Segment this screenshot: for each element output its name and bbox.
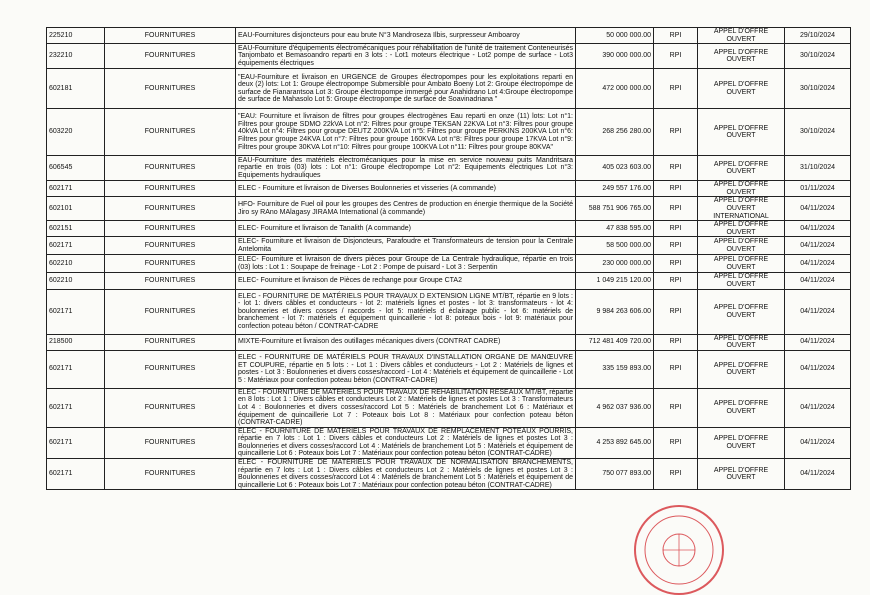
row-mode: RPI — [654, 221, 698, 237]
row-description: ELEC - FOURNITURE DE MATÉRIELS POUR TRAVAUX DE RÉHABILITATION RÉSEAUX MT/BT, répartie en 8 lots : Lot 1 : Divers câbles et conducteurs Lot 2 : Matériels de lignes et postes Lot 3 : Transformateurs Lot 4 : Boulonneries et divers cosses/raccord Lot 5 : Matériels de branchement Lot 6 : Matériaux et équipement de quincaillerie Lot 7 : Poteaux bois Lot 8 : Matériaux pour confection poteau béton (CONTRAT-CADRE) — [236, 388, 576, 427]
row-description: ELEC - FOURNITURE DE MATÉRIELS POUR TRAVAUX DE REMPLACEMENT POTEAUX POURRIS, répartie en 7 lots : Lot 1 : Divers câbles et conducteurs Lot 2 : Matériels de lignes et postes Lot 3 : Boulonneries et divers cosses/raccord Lot 4 : Matériels de branchement Lot 5 : Matériels et équipement de quincaillerie Lot 6 : Poteaux bois Lot 7 : Matériaux pour confection poteau béton (CONTRAT-CADRE) — [236, 427, 576, 458]
table-row — [47, 255, 851, 273]
row-amount: 712 481 409 720.00 — [576, 334, 654, 350]
procurement-table — [46, 27, 851, 490]
row-date: 04/11/2024 — [785, 334, 851, 350]
row-description: EAU-Fournitures disjoncteurs pour eau brute N°3 Mandroseza Ilbis, surpresseur Amboaroy — [236, 28, 576, 44]
row-mode: RPI — [654, 197, 698, 221]
row-mode: RPI — [654, 255, 698, 273]
row-amount: 58 500 000.00 — [576, 237, 654, 255]
row-date: 04/11/2024 — [785, 197, 851, 221]
row-date: 30/10/2024 — [785, 109, 851, 156]
row-date: 04/11/2024 — [785, 350, 851, 388]
row-type: APPEL D'OFFRE OUVERT — [698, 69, 785, 109]
row-mode: RPI — [654, 289, 698, 334]
row-date: 04/11/2024 — [785, 427, 851, 458]
row-type: APPEL D'OFFRE OUVERT — [698, 221, 785, 237]
row-code: 602171 — [47, 350, 105, 388]
row-category: FOURNITURES — [105, 44, 236, 69]
row-date: 04/11/2024 — [785, 459, 851, 490]
row-type: APPEL D'OFFRE OUVERT — [698, 334, 785, 350]
row-code: 602171 — [47, 388, 105, 427]
table-row — [47, 289, 851, 334]
row-mode: RPI — [654, 350, 698, 388]
row-type: APPEL D'OFFRE OUVERT — [698, 427, 785, 458]
row-date: 30/10/2024 — [785, 44, 851, 69]
row-category: FOURNITURES — [105, 459, 236, 490]
row-type: APPEL D'OFFRE OUVERT — [698, 289, 785, 334]
row-mode: RPI — [654, 28, 698, 44]
row-category: FOURNITURES — [105, 289, 236, 334]
row-type: APPEL D'OFFRE OUVERT — [698, 44, 785, 69]
row-description: ELEC - FOURNITURE DE MATÉRIELS POUR TRAVAUX D EXTENSION LIGNE MT/BT, répartie en 9 lots : - lot 1: divers câbles et conducteurs - lot 2: matériels lignes et postes - lot 3: transformateurs - lot 4: boulonneries et divers cosses / raccords - lot 5: matériels d éclairage public - lot 6: matériels de branchement - lot 7: matériels et équipement quincaillerie - lot 8: poteaux bois - lot 9: matériaux pour confection poteau béton / CONTRAT-CADRE — [236, 289, 576, 334]
row-code: 602210 — [47, 273, 105, 289]
table-row — [47, 459, 851, 490]
table-row — [47, 44, 851, 69]
table-row — [47, 334, 851, 350]
row-amount: 50 000 000.00 — [576, 28, 654, 44]
table-row — [47, 388, 851, 427]
row-code: 218500 — [47, 334, 105, 350]
table-row — [47, 350, 851, 388]
row-mode: RPI — [654, 388, 698, 427]
row-category: FOURNITURES — [105, 221, 236, 237]
row-code: 225210 — [47, 28, 105, 44]
table-body — [47, 28, 851, 490]
row-date: 30/10/2024 — [785, 69, 851, 109]
row-amount: 230 000 000.00 — [576, 255, 654, 273]
row-code: 602151 — [47, 221, 105, 237]
row-amount: 249 557 176.00 — [576, 181, 654, 197]
row-code: 602171 — [47, 459, 105, 490]
table-row — [47, 69, 851, 109]
row-type: APPEL D'OFFRE OUVERT — [698, 28, 785, 44]
row-amount: 268 256 280.00 — [576, 109, 654, 156]
row-mode: RPI — [654, 156, 698, 181]
row-description: ELEC- Fourniture et livraison de Pièces de rechange pour Groupe CTA2 — [236, 273, 576, 289]
row-code: 602171 — [47, 181, 105, 197]
table-row — [47, 273, 851, 289]
row-amount: 1 049 215 120.00 — [576, 273, 654, 289]
table-row — [47, 237, 851, 255]
row-date: 29/10/2024 — [785, 28, 851, 44]
row-amount: 9 984 263 606.00 — [576, 289, 654, 334]
row-mode: RPI — [654, 237, 698, 255]
row-mode: RPI — [654, 334, 698, 350]
row-date: 04/11/2024 — [785, 221, 851, 237]
row-code: 602171 — [47, 427, 105, 458]
row-mode: RPI — [654, 459, 698, 490]
row-category: FOURNITURES — [105, 255, 236, 273]
row-description: ELEC - Fourniture et livraison de Diverses Boulonneries et visseries (A commande) — [236, 181, 576, 197]
row-description: MIXTE-Fourniture et livraison des outillages mécaniques divers (CONTRAT CADRE) — [236, 334, 576, 350]
row-mode: RPI — [654, 273, 698, 289]
row-category: FOURNITURES — [105, 69, 236, 109]
row-amount: 588 751 906 765.00 — [576, 197, 654, 221]
row-category: FOURNITURES — [105, 28, 236, 44]
row-mode: RPI — [654, 181, 698, 197]
row-type: APPEL D'OFFRE OUVERT — [698, 388, 785, 427]
row-description: ELEC- Fourniture et livraison de Tanalith (A commande) — [236, 221, 576, 237]
row-description: ELEC- Fourniture et livraison de divers pièces pour Groupe de La Centrale hydraulique, répartie en trois (03) lots : Lot 1 : Soupape de freinage - Lot 2 : Pompe de puisard - Lot 3 : Serpentin — [236, 255, 576, 273]
row-mode: RPI — [654, 427, 698, 458]
official-stamp-icon — [615, 500, 743, 595]
row-description: ELEC- Fourniture et livraison de Disjoncteurs, Parafoudre et Transformateurs de tension pour la Centrale Antelomita — [236, 237, 576, 255]
row-description: ELEC - FOURNITURE DE MATERIELS POUR TRAVAUX DE NORMALISATION BRANCHEMENTS, répartie en 7 lots : Lot 1 : Divers câbles et conducteurs Lot 2 : Matériels de lignes et postes Lot 3 : Boulonneries et divers cosses/raccord Lot 4 : Matériels de branchement Lot 5 : Matériels et équipement de quincaillerie Lot 6 : Poteaux bois Lot 7 : Matériaux pour confection poteau béton (CONTRAT-CADRE) — [236, 459, 576, 490]
row-description: EAU-Fourniture des matériels électromécaniques pour la mise en service nouveau puits Mandritsara repartie en trois (03) lots : Lot n°1: Groupe électropompe Lot n°2: Equipements électriques Lot n°3: Equipements hydrauliques — [236, 156, 576, 181]
row-amount: 390 000 000.00 — [576, 44, 654, 69]
row-category: FOURNITURES — [105, 334, 236, 350]
table-row — [47, 221, 851, 237]
row-category: FOURNITURES — [105, 237, 236, 255]
row-type: APPEL D'OFFRE OUVERT — [698, 181, 785, 197]
row-type: APPEL D'OFFRE OUVERT — [698, 109, 785, 156]
table-row — [47, 197, 851, 221]
row-type: APPEL D'OFFRE OUVERT — [698, 273, 785, 289]
row-description: ELEC - FOURNITURE DE MATÉRIELS POUR TRAVAUX D'INSTALLATION ORGANE DE MANŒUVRE ET COUPURE, répartie en 5 lots : - Lot 1 : Divers câbles et conducteurs - Lot 2 : Matériels de lignes et postes - Lot 3 : Boulonneries et divers cosses/raccord - Lot 4 : Matériels et équipement de quincaillerie - Lot 5 : Matériaux pour confection poteau béton (CONTRAT-CADRE) — [236, 350, 576, 388]
row-code: 602171 — [47, 237, 105, 255]
row-code: 603220 — [47, 109, 105, 156]
row-code: 602181 — [47, 69, 105, 109]
row-date: 04/11/2024 — [785, 237, 851, 255]
row-amount: 750 077 893.00 — [576, 459, 654, 490]
row-amount: 405 023 603.00 — [576, 156, 654, 181]
row-description: "EAU-Fourniture et livraison en URGENCE de Groupes électropompes pour les exploitations reparti en deux (2) lots: Lot 1: Groupe électropompe Submersible pour Ambato Boeny Lot 2: Groupe électropompe de surface de Fianarantsoa Lot 3: Groupe électropompe immergé pour Anahidrano Lot 4:Groupe électropompe de surface de Mahasolo Lot 5: Groupe électropompe de surface de Soavinadriana " — [236, 69, 576, 109]
row-code: 602171 — [47, 289, 105, 334]
row-type: APPEL D'OFFRE OUVERT — [698, 255, 785, 273]
row-date: 04/11/2024 — [785, 388, 851, 427]
row-amount: 47 838 595.00 — [576, 221, 654, 237]
row-date: 04/11/2024 — [785, 273, 851, 289]
row-category: FOURNITURES — [105, 181, 236, 197]
row-date: 31/10/2024 — [785, 156, 851, 181]
row-mode: RPI — [654, 69, 698, 109]
row-code: 602101 — [47, 197, 105, 221]
row-date: 04/11/2024 — [785, 255, 851, 273]
row-amount: 4 962 037 936.00 — [576, 388, 654, 427]
row-date: 04/11/2024 — [785, 289, 851, 334]
row-type: APPEL D'OFFRE OUVERT — [698, 237, 785, 255]
row-category: FOURNITURES — [105, 273, 236, 289]
row-mode: RPI — [654, 109, 698, 156]
row-category: FOURNITURES — [105, 427, 236, 458]
row-category: FOURNITURES — [105, 156, 236, 181]
row-category: FOURNITURES — [105, 350, 236, 388]
row-code: 606545 — [47, 156, 105, 181]
table-row — [47, 28, 851, 44]
row-category: FOURNITURES — [105, 388, 236, 427]
row-description: EAU-Fourniture d'équipements électromécaniques pour réhabilitation de l'unité de traitement Conteneurisés Tanjombato et Bemasoandro reparti en 3 lots : - Lot1 moteurs électrique - Lot2 pompe de surface - Lot3 équipements électriques — [236, 44, 576, 69]
row-code: 602210 — [47, 255, 105, 273]
table-row — [47, 181, 851, 197]
row-description: HFO- Fourniture de Fuel oil pour les groupes des Centres de production en énergie thermique de la Société Jiro sy RAno MAlagasy JIRAMA International (à commande) — [236, 197, 576, 221]
table-row — [47, 427, 851, 458]
table-row — [47, 109, 851, 156]
row-category: FOURNITURES — [105, 109, 236, 156]
row-type: APPEL D'OFFRE OUVERT — [698, 459, 785, 490]
row-amount: 335 159 893.00 — [576, 350, 654, 388]
row-type: APPEL D'OFFRE OUVERT INTERNATIONAL — [698, 197, 785, 221]
row-description: "EAU: Fourniture et livraison de filtres pour groupes électrogènes Eau reparti en onze (11) lots: Lot n°1: Filtres pour groupe SDMO 22kVA Lot n°2: Filtres pour groupe TEKSAN 22KVA Lot n°3: Filtres pour groupe 40kVA Lot n°4: Filtres pour groupe DEUTZ 200KVA Lot n°5: Filtres pour groupe PERKINS 200KVA Lot n°6: Filtres pour groupe 24KVA Lot n°7: Filtres pour groupe 160KVA Lot n°8: Filtres pour groupe 17KVA Lot n°9: Filtres pour groupe 30KVA Lot n°10: Filtres pour groupe 100KVA Lot n°11: Filtres pour groupe 80KVA" — [236, 109, 576, 156]
row-amount: 4 253 892 645.00 — [576, 427, 654, 458]
row-date: 01/11/2024 — [785, 181, 851, 197]
row-type: APPEL D'OFFRE OUVERT — [698, 350, 785, 388]
row-mode: RPI — [654, 44, 698, 69]
table-row — [47, 156, 851, 181]
row-type: APPEL D'OFFRE OUVERT — [698, 156, 785, 181]
row-amount: 472 000 000.00 — [576, 69, 654, 109]
row-category: FOURNITURES — [105, 197, 236, 221]
row-code: 232210 — [47, 44, 105, 69]
